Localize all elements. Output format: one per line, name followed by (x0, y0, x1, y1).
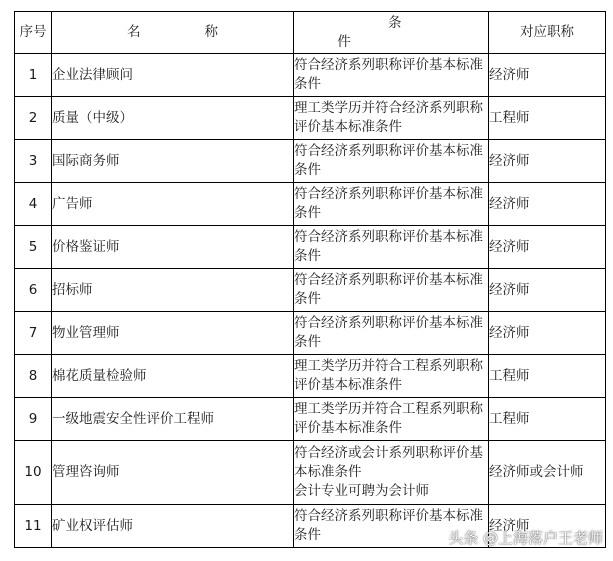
row-index: 11 (15, 505, 52, 548)
row-condition: 符合经济系列职称评价基本标准条件 (294, 183, 489, 226)
table-row (15, 97, 606, 140)
row-condition-main: 符合经济或会计系列职称评价基本标准条件 (294, 445, 483, 480)
table-header-row (15, 12, 606, 54)
row-index: 2 (15, 97, 52, 140)
toutiao-logo-icon (416, 529, 442, 547)
row-name: 一级地震安全性评价工程师 (52, 398, 294, 441)
table-row (15, 355, 606, 398)
row-title: 经济师 (489, 140, 606, 183)
table-row (15, 54, 606, 97)
header-title: 对应职称 (489, 12, 606, 54)
table-row (15, 140, 606, 183)
row-title: 经济师 (489, 312, 606, 355)
row-title: 经济师 (489, 269, 606, 312)
row-name: 价格鉴证师 (52, 226, 294, 269)
watermark (416, 527, 603, 548)
row-index: 1 (15, 54, 52, 97)
row-condition: 符合经济系列职称评价基本标准条件 (294, 505, 489, 548)
row-index: 10 (15, 441, 52, 505)
header-name: 名称 (52, 12, 294, 54)
row-title: 经济师或会计师 (489, 441, 606, 505)
row-condition (294, 441, 489, 505)
row-index: 5 (15, 226, 52, 269)
row-condition: 理工类学历并符合经济系列职称评价基本标准条件 (294, 97, 489, 140)
row-condition: 符合经济系列职称评价基本标准条件 (294, 269, 489, 312)
row-title: 工程师 (489, 355, 606, 398)
row-title: 经济师 (489, 183, 606, 226)
row-name: 质量（中级） (52, 97, 294, 140)
row-name: 广告师 (52, 183, 294, 226)
watermark-text: 头条 @上海落户王老师 (448, 529, 603, 547)
row-title: 经济师 (489, 54, 606, 97)
row-index: 7 (15, 312, 52, 355)
row-condition: 理工类学历并符合工程系列职称评价基本标准条件 (294, 355, 489, 398)
row-name: 企业法律顾问 (52, 54, 294, 97)
row-index: 8 (15, 355, 52, 398)
table-row (15, 226, 606, 269)
row-condition-note: 会计专业可聘为会计师 (294, 483, 429, 499)
row-condition: 符合经济系列职称评价基本标准条件 (294, 140, 489, 183)
row-title: 工程师 (489, 97, 606, 140)
row-condition: 符合经济系列职称评价基本标准条件 (294, 312, 489, 355)
row-name: 国际商务师 (52, 140, 294, 183)
row-name: 物业管理师 (52, 312, 294, 355)
qualification-title-table (14, 11, 606, 548)
row-title: 经济师 (489, 505, 606, 548)
row-title: 工程师 (489, 398, 606, 441)
row-name: 招标师 (52, 269, 294, 312)
row-name: 矿业权评估师 (52, 505, 294, 548)
row-index: 4 (15, 183, 52, 226)
row-condition: 符合经济系列职称评价基本标准条件 (294, 54, 489, 97)
row-index: 6 (15, 269, 52, 312)
row-condition: 符合经济系列职称评价基本标准条件 (294, 226, 489, 269)
table-row (15, 398, 606, 441)
table-row (15, 183, 606, 226)
table-row (15, 441, 606, 505)
table-row (15, 312, 606, 355)
table-row (15, 269, 606, 312)
header-index: 序号 (15, 12, 52, 54)
row-condition: 理工类学历并符合工程系列职称评价基本标准条件 (294, 398, 489, 441)
row-title: 经济师 (489, 226, 606, 269)
header-condition: 条件 (294, 12, 489, 54)
row-name: 管理咨询师 (52, 441, 294, 505)
row-name: 棉花质量检验师 (52, 355, 294, 398)
row-index: 3 (15, 140, 52, 183)
table-body (15, 54, 606, 548)
row-index: 9 (15, 398, 52, 441)
